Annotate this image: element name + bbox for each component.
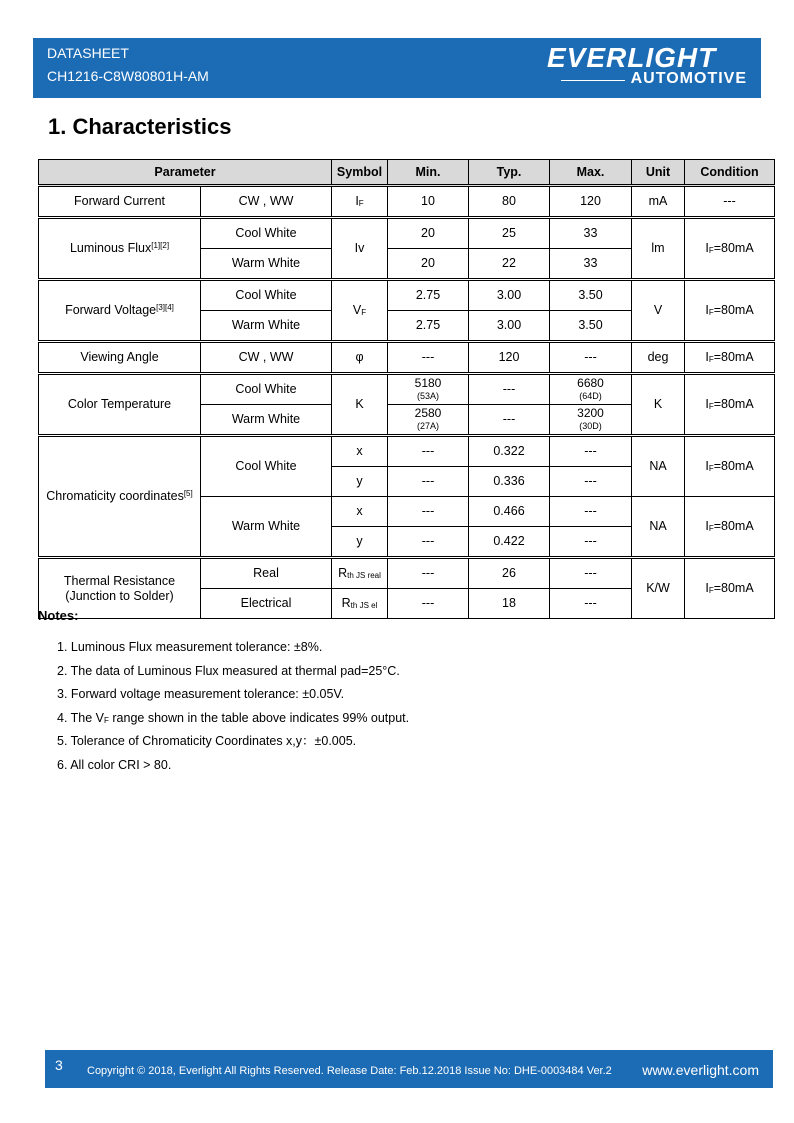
param-chromaticity: Chromaticity coordinates[5] xyxy=(39,436,201,558)
min-cell: 2.75 xyxy=(388,280,469,311)
variant-cell: Cool White xyxy=(201,280,332,311)
notes-title: Notes: xyxy=(38,608,79,623)
condition-cell: IF=80mA xyxy=(685,497,775,558)
max-cell: --- xyxy=(550,342,632,374)
header-symbol: Symbol xyxy=(332,160,388,186)
typ-cell: --- xyxy=(469,374,550,405)
typ-cell: 26 xyxy=(469,558,550,589)
condition-cell: IF=80mA xyxy=(685,218,775,280)
header-max: Max. xyxy=(550,160,632,186)
symbol-cell: VF xyxy=(332,280,388,342)
unit-cell: V xyxy=(632,280,685,342)
max-cell: 120 xyxy=(550,186,632,218)
page-number: 3 xyxy=(55,1057,63,1073)
table-row xyxy=(39,186,775,218)
max-cell: --- xyxy=(550,436,632,467)
min-cell: --- xyxy=(388,467,469,497)
table-row xyxy=(39,280,775,311)
symbol-cell: Rth JS real xyxy=(332,558,388,589)
variant-cell: Warm White xyxy=(201,405,332,436)
condition-cell: IF=80mA xyxy=(685,558,775,619)
unit-cell: K/W xyxy=(632,558,685,619)
header-unit: Unit xyxy=(632,160,685,186)
symbol-cell: y xyxy=(332,527,388,558)
max-cell: 33 xyxy=(550,218,632,249)
typ-cell: 3.00 xyxy=(469,311,550,342)
note-item: 3. Forward voltage measurement tolerance: ±0.05V. xyxy=(57,687,345,701)
logo-main-text: EVERLIGHT xyxy=(547,42,717,73)
logo-sub-text: AUTOMOTIVE xyxy=(630,70,747,87)
unit-cell: NA xyxy=(632,497,685,558)
param-color-temperature: Color Temperature xyxy=(39,374,201,436)
condition-cell: IF=80mA xyxy=(685,342,775,374)
note-item: 1. Luminous Flux measurement tolerance: ±8%. xyxy=(57,640,323,654)
max-cell: --- xyxy=(550,527,632,558)
typ-cell: 18 xyxy=(469,589,550,619)
logo-rule xyxy=(561,80,625,81)
variant-cell: Cool White xyxy=(201,436,332,497)
copyright-text: Copyright © 2018, Everlight All Rights Reserved. Release Date: Feb.12.2018 Issue No: DHE-0003484 Ver.2 xyxy=(87,1065,612,1077)
variant-cell: Cool White xyxy=(201,218,332,249)
symbol-cell: Rth JS el xyxy=(332,589,388,619)
typ-cell: 25 xyxy=(469,218,550,249)
min-cell: --- xyxy=(388,589,469,619)
variant-cell: Warm White xyxy=(201,311,332,342)
max-cell: 3.50 xyxy=(550,280,632,311)
variant-cell: Warm White xyxy=(201,497,332,558)
param-luminous-flux: Luminous Flux[1][2] xyxy=(39,218,201,280)
param-forward-voltage: Forward Voltage[3][4] xyxy=(39,280,201,342)
footer-banner xyxy=(45,1050,773,1088)
table-header-row xyxy=(39,160,775,186)
note-item: 6. All color CRI > 80. xyxy=(57,757,172,772)
variant-cell: Warm White xyxy=(201,249,332,280)
unit-cell: NA xyxy=(632,436,685,497)
typ-cell: 0.336 xyxy=(469,467,550,497)
symbol-cell: Iv xyxy=(332,218,388,280)
min-cell: 20 xyxy=(388,218,469,249)
param-forward-current: Forward Current xyxy=(39,186,201,218)
typ-cell: 80 xyxy=(469,186,550,218)
table-row xyxy=(39,558,775,589)
min-cell: --- xyxy=(388,497,469,527)
variant-cell: Cool White xyxy=(201,374,332,405)
min-cell: 10 xyxy=(388,186,469,218)
note-item: 4. The VF range shown in the table above indicates 99% output. xyxy=(57,710,410,725)
symbol-cell: φ xyxy=(332,342,388,374)
notes-list xyxy=(57,636,409,777)
table-row xyxy=(39,374,775,405)
header-min: Min. xyxy=(388,160,469,186)
max-cell: --- xyxy=(550,558,632,589)
header-parameter: Parameter xyxy=(39,160,332,186)
typ-cell: 120 xyxy=(469,342,550,374)
unit-cell: mA xyxy=(632,186,685,218)
max-cell: 3200 (30D) xyxy=(550,405,632,436)
table-row xyxy=(39,218,775,249)
typ-cell: 0.466 xyxy=(469,497,550,527)
header-condition: Condition xyxy=(685,160,775,186)
variant-cell: Electrical xyxy=(201,589,332,619)
table-row xyxy=(39,342,775,374)
unit-cell: lm xyxy=(632,218,685,280)
max-cell: 33 xyxy=(550,249,632,280)
note-item: 5. Tolerance of Chromaticity Coordinates x,y：±0.005. xyxy=(57,734,357,748)
everlight-logo xyxy=(533,38,761,98)
typ-cell: 22 xyxy=(469,249,550,280)
doc-type: DATASHEET xyxy=(47,45,129,61)
symbol-cell: IF xyxy=(332,186,388,218)
symbol-cell: y xyxy=(332,467,388,497)
min-cell: --- xyxy=(388,527,469,558)
param-thermal-resistance: Thermal Resistance (Junction to Solder) xyxy=(39,558,201,619)
note-item: 2. The data of Luminous Flux measured at thermal pad=25°C. xyxy=(57,663,400,678)
condition-cell: IF=80mA xyxy=(685,436,775,497)
min-cell: 20 xyxy=(388,249,469,280)
min-cell: 2580 (27A) xyxy=(388,405,469,436)
max-cell: --- xyxy=(550,497,632,527)
unit-cell: deg xyxy=(632,342,685,374)
characteristics-table xyxy=(38,159,775,619)
condition-cell: IF=80mA xyxy=(685,374,775,436)
min-cell: --- xyxy=(388,342,469,374)
section-title: 1. Characteristics xyxy=(48,114,232,139)
min-cell: 2.75 xyxy=(388,311,469,342)
part-number: CH1216-C8W80801H-AM xyxy=(47,68,209,84)
min-cell: 5180 (53A) xyxy=(388,374,469,405)
header-typ: Typ. xyxy=(469,160,550,186)
typ-cell: 0.422 xyxy=(469,527,550,558)
condition-cell: --- xyxy=(685,186,775,218)
min-cell: --- xyxy=(388,436,469,467)
symbol-cell: K xyxy=(332,374,388,436)
typ-cell: 3.00 xyxy=(469,280,550,311)
max-cell: --- xyxy=(550,467,632,497)
table-row xyxy=(39,436,775,467)
variant-cell: CW , WW xyxy=(201,186,332,218)
max-cell: 3.50 xyxy=(550,311,632,342)
symbol-cell: x xyxy=(332,497,388,527)
typ-cell: 0.322 xyxy=(469,436,550,467)
param-viewing-angle: Viewing Angle xyxy=(39,342,201,374)
max-cell: 6680 (64D) xyxy=(550,374,632,405)
condition-cell: IF=80mA xyxy=(685,280,775,342)
symbol-cell: x xyxy=(332,436,388,467)
typ-cell: --- xyxy=(469,405,550,436)
variant-cell: CW , WW xyxy=(201,342,332,374)
unit-cell: K xyxy=(632,374,685,436)
min-cell: --- xyxy=(388,558,469,589)
website-link[interactable]: www.everlight.com xyxy=(642,1062,759,1078)
max-cell: --- xyxy=(550,589,632,619)
header-banner xyxy=(33,38,761,98)
variant-cell: Real xyxy=(201,558,332,589)
